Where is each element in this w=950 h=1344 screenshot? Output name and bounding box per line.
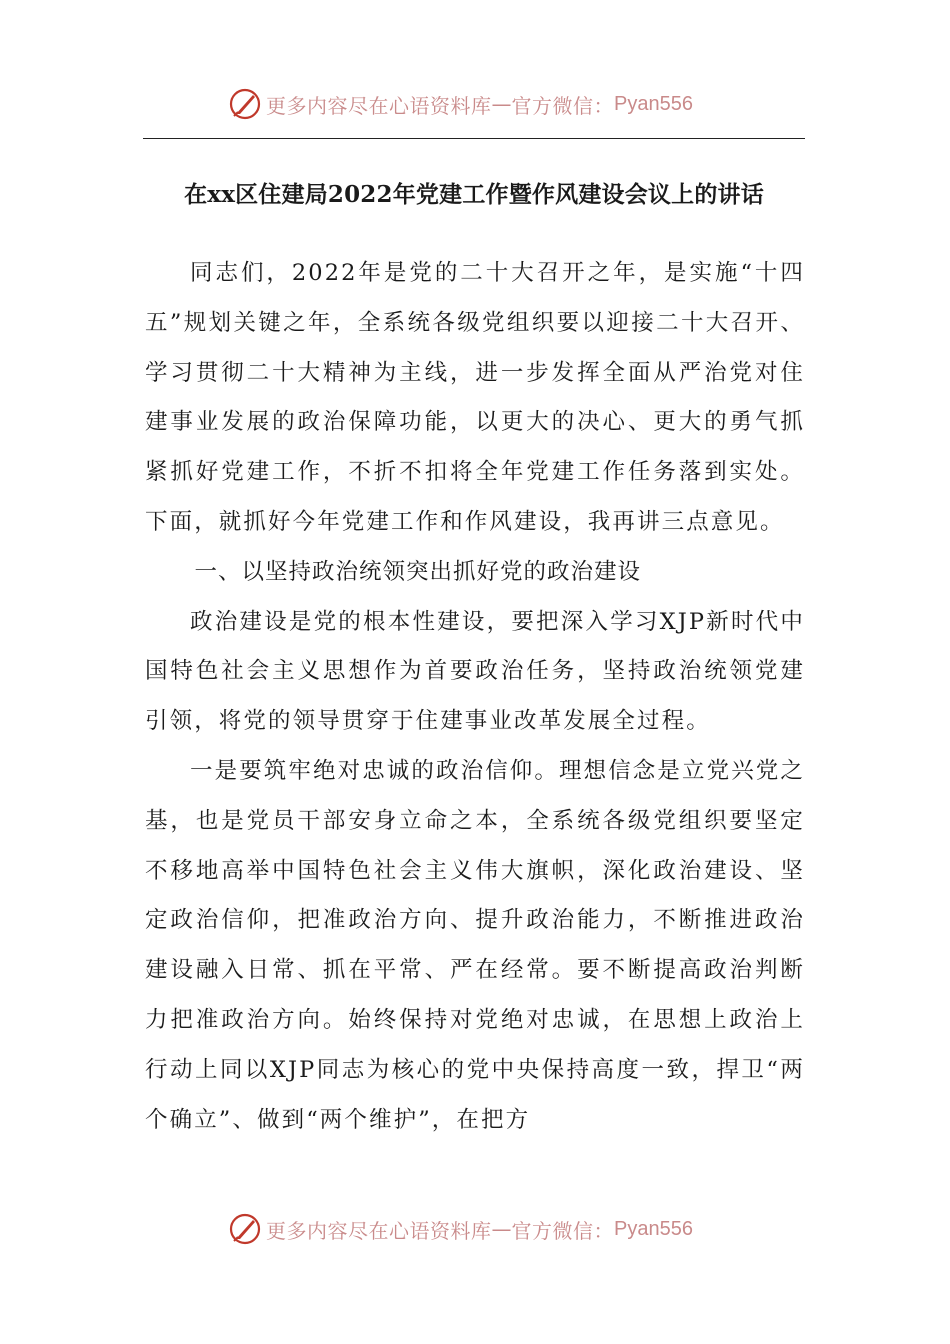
watermark-id: Pyan556 <box>614 1217 693 1240</box>
quill-logo-icon <box>228 87 262 121</box>
watermark-banner-top <box>228 84 748 124</box>
paragraph-intro: 同志们，2022年是党的二十大召开之年，是实施“十四五”规划关键之年，全系统各级党组织要以迎接二十大召开、学习贯彻二十大精神为主线，进一步发挥全面从严治党对住建事业发展的政治保障功能，以更大的决心、更大的勇气抓紧抓好党建工作，不折不扣将全年党建工作任务落到实处。下面，就抓好今年党建工作和作风建设，我再讲三点意见。 <box>145 260 805 535</box>
watermark-contact: 官方微信： <box>511 93 614 118</box>
quill-logo-icon <box>228 1212 262 1246</box>
watermark-separator: — <box>491 92 512 116</box>
section-heading-1: 一、以坚持政治统领突出抓好党的政治建设 <box>194 558 642 585</box>
watermark-text: 更多内容尽在心语资料库 <box>266 93 492 118</box>
watermark-separator: — <box>491 1217 512 1241</box>
document-body <box>145 249 805 1145</box>
paragraph-section-1-intro: 政治建设是党的根本性建设，要把深入学习XJP新时代中国特色社会主义思想作为首要政治任务，坚持政治统领党建引领，将党的领导贯穿于住建事业改革发展全过程。 <box>145 608 805 735</box>
header-rule <box>143 138 805 139</box>
watermark-contact: 官方微信： <box>511 1218 614 1243</box>
paragraph-point-1: 一是要筑牢绝对忠诚的政治信仰。理想信念是立党兴党之基，也是党员干部安身立命之本，全系统各级党组织要坚定不移地高举中国特色社会主义伟大旗帜，深化政治建设、坚定政治信仰，把准政治方向、提升政治能力，不断推进政治建设融入日常、抓在平常、严在经常。要不断提高政治判断力把准政治方向。始终保持对党绝对忠诚，在思想上政治上行动上同以XJP同志为核心的党中央保持高度一致，捍卫“两个确立”、做到“两个维护”，在把方 <box>145 757 806 1133</box>
watermark-text: 更多内容尽在心语资料库 <box>266 1218 492 1243</box>
watermark-banner-bottom <box>228 1209 748 1249</box>
document-title: 在xx区住建局2022年党建工作暨作风建设会议上的讲话 <box>184 181 764 208</box>
watermark-id: Pyan556 <box>614 92 693 115</box>
